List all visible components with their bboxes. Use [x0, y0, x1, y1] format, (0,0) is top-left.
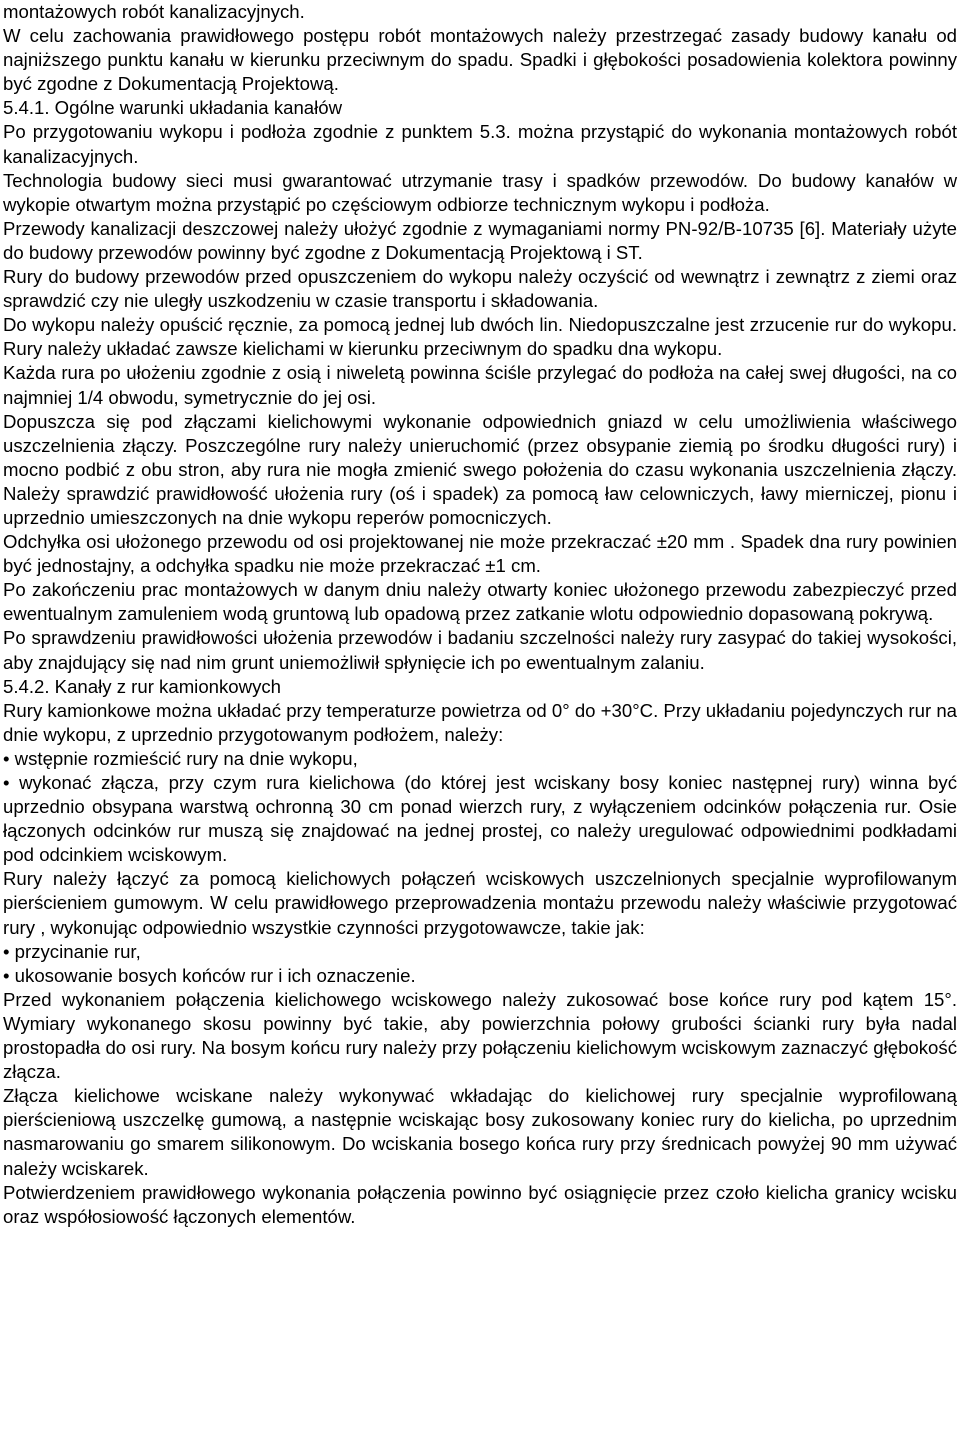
paragraph: Każda rura po ułożeniu zgodnie z osią i niweletą powinna ściśle przylegać do podłoża na całej swej długości, na co najmniej 1/4 obwodu, symetrycznie do jej osi.	[3, 362, 957, 408]
paragraph: Potwierdzeniem prawidłowego wykonania połączenia powinno być osiągnięcie przez czoło kielicha granicy wcisku oraz współosiowość łączonych elementów.	[3, 1181, 957, 1227]
paragraph: Rury do budowy przewodów przed opuszczeniem do wykopu należy oczyścić od wewnątrz i zewnątrz z ziemi oraz sprawdzić czy nie uległy uszkodzeniu w czasie transportu i składowania.	[3, 266, 957, 312]
bullet-item: • wstępnie rozmieścić rury na dnie wykopu,	[3, 747, 358, 769]
paragraph: Po przygotowaniu wykopu i podłoża zgodnie z punktem 5.3. można przystąpić do wykonania montażowych robót kanalizacyjnych.	[3, 121, 957, 167]
paragraph: Przewody kanalizacji deszczowej należy ułożyć zgodnie z wymaganiami normy PN-92/B-10735 [6]. Materiały użyte do budowy przewodów powinny być zgodne z Dokumentacją Projektową i ST.	[3, 217, 957, 263]
paragraph: Dopuszcza się pod złączami kielichowymi wykonanie odpowiednich gniazd w celu umożliwienia właściwego uszczelnienia złączy. Poszczególne rury należy unieruchomić (przez obsypanie ziemią po środku długości rury) i mocno podbić z obu stron, aby rura nie mogła zmienić swego położenia do czasu wykonania uszczelnienia złączy. Należy sprawdzić prawidłowość ułożenia rury (oś i spadek) za pomocą ław celowniczych, ławy mierniczej, pionu i uprzednio umieszczonych na dnie wykopu reperów pomocniczych.	[3, 410, 957, 528]
paragraph: montażowych robót kanalizacyjnych.	[3, 1, 305, 22]
paragraph: Przed wykonaniem połączenia kielichowego wciskowego należy zukosować bose końce rury pod kątem 15°. Wymiary wykonanego skosu powinny być takie, aby powierzchnia połowy grubości ścianki rury była nadal prostopadła do osi rury. Na bosym końcu rury należy przy połączeniu kielichowym wciskowym zaznaczyć głębokość złącza.	[3, 988, 957, 1083]
paragraph: Odchyłka osi ułożonego przewodu od osi projektowanej nie może przekraczać ±20 mm . Spadek dna rury powinien być jednostajny, a odchyłka spadku nie może przekraczać ±1 cm.	[3, 531, 957, 577]
bullet-item: • wykonać złącza, przy czym rura kielichowa (do której jest wciskany bosy koniec następnej rury) winna być uprzednio obsypana warstwą ochronną 30 cm ponad wierzch rury, z wyłączeniem odcinków połączenia rur. Osie łączonych odcinków rur muszą się znajdować na jednej prostej, co należy uregulować odpowiednimi podkładami pod odcinkiem wciskowym.	[3, 772, 957, 866]
paragraph: Do wykopu należy opuścić ręcznie, za pomocą jednej lub dwóch lin. Niedopuszczalne jest zrzucenie rur do wykopu. Rury należy układać zawsze kielichami w kierunku przeciwnym do spadku dna wykopu.	[3, 314, 957, 360]
paragraph: Rury kamionkowe można układać przy temperaturze powietrza od 0° do +30°C. Przy układaniu pojedynczych rur na dnie wykopu, z uprzednio przygotowanym podłożem, należy:	[3, 699, 957, 745]
paragraph: W celu zachowania prawidłowego postępu robót montażowych należy przestrzegać zasady budowy kanału od najniższego punktu kanału w kierunku przeciwnym do spadu. Spadki i głębokości posadowienia kolektora powinny być zgodne z Dokumentacją Projektową.	[3, 25, 957, 95]
bullet-item: • przycinanie rur,	[3, 940, 141, 962]
paragraph: Technologia budowy sieci musi gwarantować utrzymanie trasy i spadków przewodów. Do budowy kanałów w wykopie otwartym można przystąpić po częściowym odbiorze technicznym wykopu i podłoża.	[3, 169, 957, 215]
paragraph: Rury należy łączyć za pomocą kielichowych połączeń wciskowych uszczelnionych specjalnie wyprofilowanym pierścieniem gumowym. W celu prawidłowego przeprowadzenia montażu przewodu należy właściwie przygotować rury , wykonując odpowiednio wszystkie czynności przygotowawcze, takie jak:	[3, 868, 957, 938]
document-page	[3, 0, 957, 1229]
paragraph: Po zakończeniu prac montażowych w danym dniu należy otwarty koniec ułożonego przewodu zabezpieczyć przed ewentualnym zamuleniem wodą gruntową lub opadową przez zatkanie wlotu odpowiednio dopasowaną pokrywą.	[3, 579, 957, 625]
paragraph: Po sprawdzeniu prawidłowości ułożenia przewodów i badaniu szczelności należy rury zasypać do takiej wysokości, aby znajdujący się nad nim grunt uniemożliwił spłynięcie ich po ewentualnym zalaniu.	[3, 627, 957, 673]
bullet-item: • ukosowanie bosych końców rur i ich oznaczenie.	[3, 964, 416, 986]
paragraph: Złącza kielichowe wciskane należy wykonywać wkładając do kielichowej rury specjalnie wyprofilowaną pierścieniową uszczelkę gumową, a następnie wciskając bosy zukosowany koniec rury do kielicha, po uprzednim nasmarowaniu go smarem silikonowym. Do wciskania bosego końca rury przy średnicach powyżej 90 mm używać należy wciskarek.	[3, 1085, 957, 1179]
section-heading: 5.4.2. Kanały z rur kamionkowych	[3, 675, 281, 697]
section-heading: 5.4.1. Ogólne warunki układania kanałów	[3, 97, 343, 119]
